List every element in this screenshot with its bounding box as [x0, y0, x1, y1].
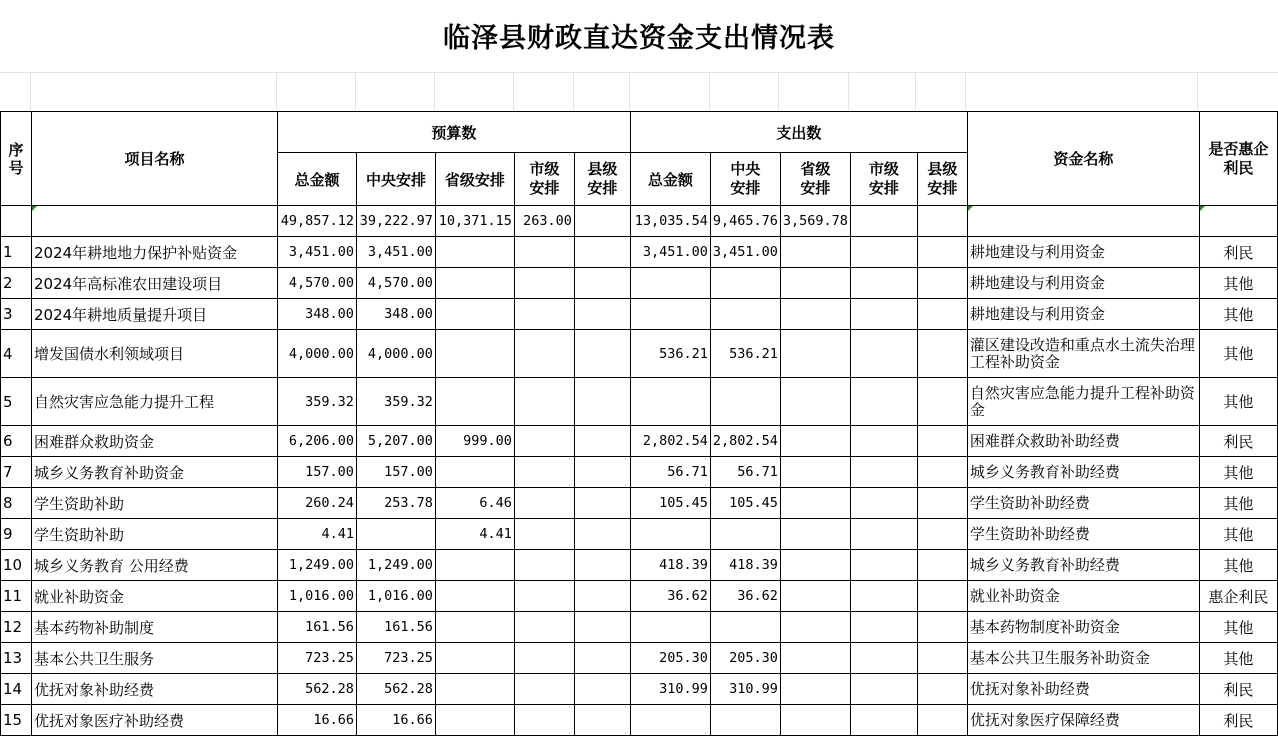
cell-no[interactable]: 13 [1, 643, 32, 674]
cell-s-total[interactable] [630, 612, 710, 643]
cell-benefit[interactable]: 利民 [1199, 674, 1277, 705]
cell-b-prov[interactable] [435, 550, 514, 581]
cell-b-central[interactable]: 4,000.00 [356, 330, 435, 378]
totals-cell[interactable] [917, 206, 967, 237]
cell-benefit[interactable]: 利民 [1199, 705, 1277, 736]
cell-s-county[interactable] [917, 268, 967, 299]
cell-b-total[interactable]: 562.28 [277, 674, 356, 705]
cell-s-county[interactable] [917, 488, 967, 519]
cell-s-total[interactable]: 3,451.00 [630, 237, 710, 268]
cell-name[interactable]: 优抚对象补助经费 [31, 674, 277, 705]
cell-name[interactable]: 增发国债水利领域项目 [31, 330, 277, 378]
cell-no[interactable]: 6 [1, 426, 32, 457]
cell-no[interactable]: 3 [1, 299, 32, 330]
totals-cell[interactable] [1199, 206, 1277, 237]
cell-fund[interactable]: 耕地建设与利用资金 [967, 268, 1199, 299]
cell-b-central[interactable]: 4,570.00 [356, 268, 435, 299]
cell-b-central[interactable]: 562.28 [356, 674, 435, 705]
cell-b-total[interactable]: 723.25 [277, 643, 356, 674]
col-group-spend[interactable]: 支出数 [630, 112, 967, 153]
cell-s-central[interactable]: 3,451.00 [710, 237, 780, 268]
cell-benefit[interactable]: 利民 [1199, 426, 1277, 457]
cell-s-central[interactable] [710, 378, 780, 426]
cell-benefit[interactable]: 利民 [1199, 237, 1277, 268]
cell-b-county[interactable] [574, 550, 630, 581]
cell-b-prov[interactable] [435, 330, 514, 378]
totals-cell[interactable]: 3,569.78 [780, 206, 850, 237]
cell-name[interactable]: 城乡义务教育补助资金 [31, 457, 277, 488]
cell-fund[interactable]: 优抚对象医疗保障经费 [967, 705, 1199, 736]
table-row[interactable] [1, 674, 1278, 705]
cell-no[interactable]: 14 [1, 674, 32, 705]
cell-benefit[interactable]: 其他 [1199, 550, 1277, 581]
cell-b-county[interactable] [574, 643, 630, 674]
cell-b-total[interactable]: 4.41 [277, 519, 356, 550]
cell-b-city[interactable] [514, 378, 574, 426]
cell-fund[interactable]: 自然灾害应急能力提升工程补助资金 [967, 378, 1199, 426]
cell-b-prov[interactable] [435, 457, 514, 488]
cell-b-city[interactable] [514, 237, 574, 268]
cell-name[interactable]: 自然灾害应急能力提升工程 [31, 378, 277, 426]
cell-benefit[interactable]: 其他 [1199, 299, 1277, 330]
cell-s-central[interactable] [710, 519, 780, 550]
cell-s-city[interactable] [850, 299, 917, 330]
cell-b-central[interactable]: 16.66 [356, 705, 435, 736]
cell-no[interactable]: 10 [1, 550, 32, 581]
cell-fund[interactable]: 城乡义务教育补助经费 [967, 550, 1199, 581]
cell-b-central[interactable]: 1,016.00 [356, 581, 435, 612]
cell-fund[interactable]: 城乡义务教育补助经费 [967, 457, 1199, 488]
cell-s-city[interactable] [850, 612, 917, 643]
cell-s-total[interactable]: 310.99 [630, 674, 710, 705]
cell-s-city[interactable] [850, 643, 917, 674]
cell-b-county[interactable] [574, 519, 630, 550]
cell-s-city[interactable] [850, 705, 917, 736]
cell-name[interactable]: 基本药物补助制度 [31, 612, 277, 643]
cell-b-total[interactable]: 16.66 [277, 705, 356, 736]
cell-fund[interactable]: 耕地建设与利用资金 [967, 299, 1199, 330]
cell-b-total[interactable]: 161.56 [277, 612, 356, 643]
cell-b-city[interactable] [514, 612, 574, 643]
col-header-name[interactable]: 项目名称 [31, 112, 277, 206]
cell-s-prov[interactable] [780, 674, 850, 705]
cell-s-prov[interactable] [780, 581, 850, 612]
cell-name[interactable]: 优抚对象医疗补助经费 [31, 705, 277, 736]
cell-s-county[interactable] [917, 457, 967, 488]
cell-s-prov[interactable] [780, 488, 850, 519]
cell-b-prov[interactable] [435, 674, 514, 705]
cell-b-total[interactable]: 1,016.00 [277, 581, 356, 612]
cell-name[interactable]: 2024年耕地地力保护补贴资金 [31, 237, 277, 268]
cell-s-total[interactable]: 56.71 [630, 457, 710, 488]
cell-benefit[interactable]: 惠企利民 [1199, 581, 1277, 612]
cell-s-city[interactable] [850, 457, 917, 488]
table-row[interactable] [1, 299, 1278, 330]
cell-b-total[interactable]: 4,570.00 [277, 268, 356, 299]
cell-s-central[interactable]: 36.62 [710, 581, 780, 612]
cell-b-total[interactable]: 6,206.00 [277, 426, 356, 457]
cell-s-prov[interactable] [780, 378, 850, 426]
cell-s-city[interactable] [850, 330, 917, 378]
cell-b-county[interactable] [574, 299, 630, 330]
table-row[interactable] [1, 550, 1278, 581]
table-row[interactable] [1, 488, 1278, 519]
cell-b-central[interactable]: 1,249.00 [356, 550, 435, 581]
cell-fund[interactable]: 优抚对象补助经费 [967, 674, 1199, 705]
cell-s-total[interactable] [630, 519, 710, 550]
table-row[interactable] [1, 330, 1278, 378]
col-header-budget-city[interactable]: 市级安排 [514, 153, 574, 206]
col-header-spend-county[interactable]: 县级安排 [917, 153, 967, 206]
totals-cell[interactable]: 263.00 [514, 206, 574, 237]
cell-s-central[interactable]: 56.71 [710, 457, 780, 488]
cell-name[interactable]: 学生资助补助 [31, 488, 277, 519]
totals-cell[interactable] [967, 206, 1199, 237]
table-row[interactable] [1, 581, 1278, 612]
cell-s-county[interactable] [917, 299, 967, 330]
totals-cell[interactable]: 39,222.97 [356, 206, 435, 237]
cell-b-county[interactable] [574, 330, 630, 378]
cell-b-city[interactable] [514, 268, 574, 299]
cell-b-city[interactable] [514, 519, 574, 550]
cell-s-total[interactable]: 2,802.54 [630, 426, 710, 457]
col-header-benefit[interactable]: 是否惠企利民 [1199, 112, 1277, 206]
cell-s-city[interactable] [850, 488, 917, 519]
table-row[interactable] [1, 237, 1278, 268]
cell-b-total[interactable]: 3,451.00 [277, 237, 356, 268]
cell-s-county[interactable] [917, 705, 967, 736]
cell-s-central[interactable]: 2,802.54 [710, 426, 780, 457]
cell-b-central[interactable]: 253.78 [356, 488, 435, 519]
cell-no[interactable]: 8 [1, 488, 32, 519]
cell-s-county[interactable] [917, 237, 967, 268]
col-header-spend-prov[interactable]: 省级安排 [780, 153, 850, 206]
cell-b-prov[interactable] [435, 237, 514, 268]
totals-row[interactable] [1, 206, 1278, 237]
data-table [0, 111, 1278, 736]
cell-s-central[interactable] [710, 612, 780, 643]
cell-b-central[interactable]: 157.00 [356, 457, 435, 488]
cell-b-total[interactable]: 4,000.00 [277, 330, 356, 378]
cell-b-total[interactable]: 359.32 [277, 378, 356, 426]
cell-b-county[interactable] [574, 378, 630, 426]
cell-b-county[interactable] [574, 237, 630, 268]
cell-fund[interactable]: 基本药物制度补助资金 [967, 612, 1199, 643]
cell-s-prov[interactable] [780, 457, 850, 488]
cell-s-county[interactable] [917, 674, 967, 705]
cell-name[interactable]: 2024年高标准农田建设项目 [31, 268, 277, 299]
cell-s-county[interactable] [917, 550, 967, 581]
cell-b-city[interactable] [514, 330, 574, 378]
cell-no[interactable]: 5 [1, 378, 32, 426]
cell-no[interactable]: 1 [1, 237, 32, 268]
cell-s-central[interactable]: 105.45 [710, 488, 780, 519]
col-header-seq[interactable]: 序号 [1, 112, 32, 206]
cell-s-total[interactable]: 536.21 [630, 330, 710, 378]
cell-s-total[interactable] [630, 268, 710, 299]
cell-s-prov[interactable] [780, 612, 850, 643]
cell-fund[interactable]: 灌区建设改造和重点水土流失治理工程补助资金 [967, 330, 1199, 378]
title-band [0, 0, 1278, 73]
cell-s-total[interactable]: 205.30 [630, 643, 710, 674]
cell-b-county[interactable] [574, 488, 630, 519]
cell-no[interactable]: 11 [1, 581, 32, 612]
cell-s-prov[interactable] [780, 705, 850, 736]
cell-s-prov[interactable] [780, 330, 850, 378]
cell-b-county[interactable] [574, 612, 630, 643]
cell-b-prov[interactable] [435, 581, 514, 612]
cell-b-central[interactable]: 5,207.00 [356, 426, 435, 457]
cell-b-central[interactable]: 723.25 [356, 643, 435, 674]
cell-fund[interactable]: 就业补助资金 [967, 581, 1199, 612]
col-group-budget[interactable]: 预算数 [277, 112, 630, 153]
totals-cell[interactable] [31, 206, 277, 237]
cell-b-prov[interactable] [435, 378, 514, 426]
cell-b-central[interactable]: 348.00 [356, 299, 435, 330]
cell-s-county[interactable] [917, 519, 967, 550]
cell-s-city[interactable] [850, 550, 917, 581]
cell-b-county[interactable] [574, 705, 630, 736]
cell-b-prov[interactable] [435, 643, 514, 674]
cell-b-county[interactable] [574, 426, 630, 457]
cell-no[interactable]: 7 [1, 457, 32, 488]
cell-b-county[interactable] [574, 457, 630, 488]
cell-s-central[interactable] [710, 268, 780, 299]
cell-benefit[interactable]: 其他 [1199, 378, 1277, 426]
cell-b-city[interactable] [514, 674, 574, 705]
cell-s-city[interactable] [850, 581, 917, 612]
table-row[interactable] [1, 457, 1278, 488]
cell-b-city[interactable] [514, 581, 574, 612]
cell-s-county[interactable] [917, 378, 967, 426]
cell-s-city[interactable] [850, 378, 917, 426]
cell-b-prov[interactable]: 4.41 [435, 519, 514, 550]
cell-fund[interactable]: 基本公共卫生服务补助资金 [967, 643, 1199, 674]
cell-fund[interactable]: 耕地建设与利用资金 [967, 237, 1199, 268]
cell-s-central[interactable]: 418.39 [710, 550, 780, 581]
cell-b-total[interactable]: 260.24 [277, 488, 356, 519]
cell-b-prov[interactable]: 999.00 [435, 426, 514, 457]
cell-s-central[interactable]: 310.99 [710, 674, 780, 705]
cell-fund[interactable]: 学生资助补助经费 [967, 488, 1199, 519]
cell-s-city[interactable] [850, 519, 917, 550]
cell-s-county[interactable] [917, 581, 967, 612]
cell-b-central[interactable]: 3,451.00 [356, 237, 435, 268]
cell-s-central[interactable] [710, 299, 780, 330]
cell-b-county[interactable] [574, 581, 630, 612]
cell-s-county[interactable] [917, 643, 967, 674]
cell-benefit[interactable]: 其他 [1199, 330, 1277, 378]
cell-b-prov[interactable]: 6.46 [435, 488, 514, 519]
cell-s-county[interactable] [917, 612, 967, 643]
cell-s-central[interactable]: 536.21 [710, 330, 780, 378]
col-header-spend-total[interactable]: 总金额 [630, 153, 710, 206]
cell-b-central[interactable]: 161.56 [356, 612, 435, 643]
cell-b-city[interactable] [514, 488, 574, 519]
cell-benefit[interactable]: 其他 [1199, 612, 1277, 643]
table-row[interactable] [1, 643, 1278, 674]
cell-no[interactable]: 2 [1, 268, 32, 299]
cell-fund[interactable]: 困难群众救助补助经费 [967, 426, 1199, 457]
cell-s-prov[interactable] [780, 426, 850, 457]
cell-b-county[interactable] [574, 674, 630, 705]
cell-s-prov[interactable] [780, 268, 850, 299]
cell-s-county[interactable] [917, 330, 967, 378]
cell-benefit[interactable]: 其他 [1199, 519, 1277, 550]
cell-s-total[interactable]: 418.39 [630, 550, 710, 581]
totals-cell[interactable] [1, 206, 32, 237]
cell-b-prov[interactable] [435, 268, 514, 299]
cell-fund[interactable]: 学生资助补助经费 [967, 519, 1199, 550]
cell-s-city[interactable] [850, 674, 917, 705]
table-row[interactable] [1, 378, 1278, 426]
cell-name[interactable]: 基本公共卫生服务 [31, 643, 277, 674]
cell-s-total[interactable]: 105.45 [630, 488, 710, 519]
cell-no[interactable]: 12 [1, 612, 32, 643]
table-row[interactable] [1, 426, 1278, 457]
cell-b-total[interactable]: 157.00 [277, 457, 356, 488]
cell-s-total[interactable] [630, 378, 710, 426]
cell-benefit[interactable]: 其他 [1199, 268, 1277, 299]
col-header-budget-county[interactable]: 县级安排 [574, 153, 630, 206]
cell-b-city[interactable] [514, 426, 574, 457]
cell-b-county[interactable] [574, 268, 630, 299]
cell-s-prov[interactable] [780, 643, 850, 674]
cell-s-prov[interactable] [780, 299, 850, 330]
cell-no[interactable]: 15 [1, 705, 32, 736]
cell-b-central[interactable] [356, 519, 435, 550]
sheet-title: 临泽县财政直达资金支出情况表 [443, 23, 835, 54]
cell-name[interactable]: 学生资助补助 [31, 519, 277, 550]
cell-no[interactable]: 9 [1, 519, 32, 550]
cell-b-city[interactable] [514, 550, 574, 581]
cell-s-central[interactable]: 205.30 [710, 643, 780, 674]
col-header-budget-total[interactable]: 总金额 [277, 153, 356, 206]
cell-s-city[interactable] [850, 268, 917, 299]
table-row[interactable] [1, 519, 1278, 550]
cell-b-city[interactable] [514, 705, 574, 736]
cell-b-total[interactable]: 348.00 [277, 299, 356, 330]
totals-cell[interactable]: 13,035.54 [630, 206, 710, 237]
cell-benefit[interactable]: 其他 [1199, 488, 1277, 519]
cell-s-prov[interactable] [780, 550, 850, 581]
cell-name[interactable]: 就业补助资金 [31, 581, 277, 612]
cell-s-total[interactable]: 36.62 [630, 581, 710, 612]
col-header-budget-prov[interactable]: 省级安排 [435, 153, 514, 206]
cell-s-central[interactable] [710, 705, 780, 736]
cell-b-total[interactable]: 1,249.00 [277, 550, 356, 581]
table-row[interactable] [1, 268, 1278, 299]
col-header-budget-central[interactable]: 中央安排 [356, 153, 435, 206]
totals-cell[interactable]: 9,465.76 [710, 206, 780, 237]
col-header-fund[interactable]: 资金名称 [967, 112, 1199, 206]
cell-b-city[interactable] [514, 643, 574, 674]
cell-s-city[interactable] [850, 426, 917, 457]
cell-s-total[interactable] [630, 299, 710, 330]
cell-name[interactable]: 困难群众救助资金 [31, 426, 277, 457]
cell-name[interactable]: 城乡义务教育 公用经费 [31, 550, 277, 581]
cell-b-prov[interactable] [435, 705, 514, 736]
table-row[interactable] [1, 612, 1278, 643]
col-header-spend-city[interactable]: 市级安排 [850, 153, 917, 206]
empty-spreadsheet-row [0, 72, 1278, 110]
cell-s-total[interactable] [630, 705, 710, 736]
cell-b-city[interactable] [514, 299, 574, 330]
cell-b-prov[interactable] [435, 299, 514, 330]
cell-benefit[interactable]: 其他 [1199, 457, 1277, 488]
cell-b-central[interactable]: 359.32 [356, 378, 435, 426]
cell-b-prov[interactable] [435, 612, 514, 643]
cell-s-city[interactable] [850, 237, 917, 268]
cell-benefit[interactable]: 其他 [1199, 643, 1277, 674]
cell-s-prov[interactable] [780, 237, 850, 268]
cell-s-county[interactable] [917, 426, 967, 457]
totals-cell[interactable] [850, 206, 917, 237]
totals-cell[interactable]: 10,371.15 [435, 206, 514, 237]
totals-cell[interactable]: 49,857.12 [277, 206, 356, 237]
table-row[interactable] [1, 705, 1278, 736]
cell-b-city[interactable] [514, 457, 574, 488]
col-header-spend-central[interactable]: 中央安排 [710, 153, 780, 206]
cell-s-prov[interactable] [780, 519, 850, 550]
totals-cell[interactable] [574, 206, 630, 237]
cell-no[interactable]: 4 [1, 330, 32, 378]
cell-name[interactable]: 2024年耕地质量提升项目 [31, 299, 277, 330]
